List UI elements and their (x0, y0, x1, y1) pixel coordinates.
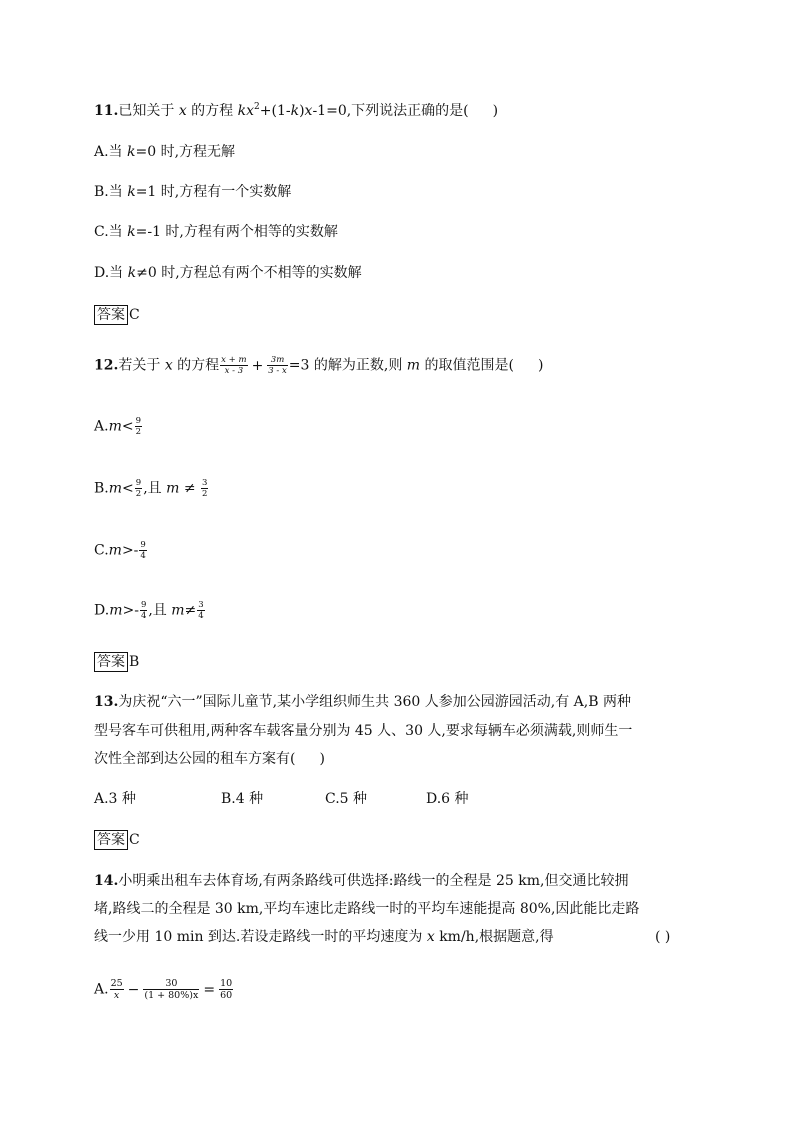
q13-options (94, 789, 469, 809)
q11-number: 11. (94, 103, 119, 119)
q11-answer (94, 305, 140, 325)
q14-stem-line-1: 14.小明乘出租车去体育场,有两条路线可供选择:路线一的全程是 25 km,但交通比较拥 (94, 873, 629, 889)
answer-label-box: 答案 (94, 830, 128, 850)
q12-a-fraction: $\frac{9}{2}$ (135, 416, 141, 437)
q11-option-a: A.当 k=0 时,方程无解 (94, 144, 236, 160)
q12-number: 12. (94, 357, 119, 374)
q14-fraction-1: $\frac{25}{x}$ (110, 978, 123, 1001)
answer-label-box: 答案 (94, 652, 128, 672)
q14-fraction-3: $\frac{10}{60}$ (220, 978, 233, 1001)
q11-answer-value: C (129, 307, 140, 323)
q14-option-a: A. $\frac{25}{x}$ − $\frac{30}{(1 + 80\%)x}$ = $\frac{10}{60}$ (94, 978, 233, 1001)
q12-option-d: D.m>- $\frac{9}{4}$ ,且 m≠ $\frac{3}{4}$ (94, 600, 204, 621)
q12-answer (94, 652, 139, 672)
q11-option-b: B.当 k=1 时,方程有一个实数解 (94, 184, 292, 200)
q14-number: 14. (94, 873, 119, 889)
q12-b-fraction-1: $\frac{9}{2}$ (135, 478, 142, 499)
q13-stem-line-3: 次性全部到达公园的租车方案有( ) (94, 751, 325, 767)
q13-option-a: A.3 种 (94, 791, 136, 807)
q11-option-d: D.当 k≠0 时,方程总有两个不相等的实数解 (94, 265, 362, 281)
q14-answer-paren: ( ) (655, 929, 671, 945)
q12-c-fraction: $\frac{9}{4}$ (140, 540, 146, 561)
q12-answer-value: B (129, 654, 140, 670)
q13-option-c: C.5 种 (325, 791, 368, 807)
q14-stem-line-2: 堵,路线二的全程是 30 km,平均车速比走路线一时的平均车速能提高 80%,因此能比走路 (94, 901, 640, 917)
q12-b-fraction-2: $\frac{3}{2}$ (202, 478, 208, 499)
q12-fraction-1: $\frac{x + m}{x - 3}$ (221, 355, 247, 376)
q13-option-d: D.6 种 (426, 791, 469, 807)
q13-option-b: B.4 种 (221, 791, 264, 807)
q14-stem-line-3: 线一少用 10 min 到达.若设走路线一时的平均速度为 x km/h,根据题意,得 (94, 929, 554, 945)
q12-d-fraction-2: $\frac{3}{4}$ (198, 600, 204, 621)
q12-option-c: C.m>- $\frac{9}{4}$ (94, 540, 146, 561)
q13-answer-value: C (129, 832, 140, 848)
q13-stem-line-1: 13.为庆祝“六一”国际儿童节,某小学组织师生共 360 人参加公园游园活动,有 A,B 两种 (94, 694, 631, 710)
q11-stem: 11.已知关于 x 的方程 $kx^2+(1-k)x-1=0$,下列说法正确的是( ) (94, 102, 499, 119)
q11-option-c: C.当 k=-1 时,方程有两个相等的实数解 (94, 224, 338, 240)
q13-stem-line-2: 型号客车可供租用,两种客车载客量分别为 45 人、30 人,要求每辆车必须满载,则师生一 (94, 723, 633, 739)
q12-d-fraction-1: $\frac{9}{4}$ (140, 600, 147, 621)
q12-option-a: A.m< $\frac{9}{2}$ (94, 416, 141, 437)
q14-fraction-2: $\frac{30}{(1 + 80\%)x}$ (144, 978, 199, 1001)
answer-label-box: 答案 (94, 305, 128, 325)
q12-stem: 12.若关于 x 的方程 $\frac{x + m}{x - 3}$ + $\frac{3m}{3 - x}$ =3 的解为正数,则 m 的取值范围是( ) (94, 355, 544, 376)
q13-answer (94, 830, 140, 850)
q12-option-b: B.m< $\frac{9}{2}$ ,且 m ≠ $\frac{3}{2}$ (94, 478, 208, 499)
q12-fraction-2: $\frac{3m}{3 - x}$ (268, 355, 287, 376)
q13-number: 13. (94, 694, 119, 710)
